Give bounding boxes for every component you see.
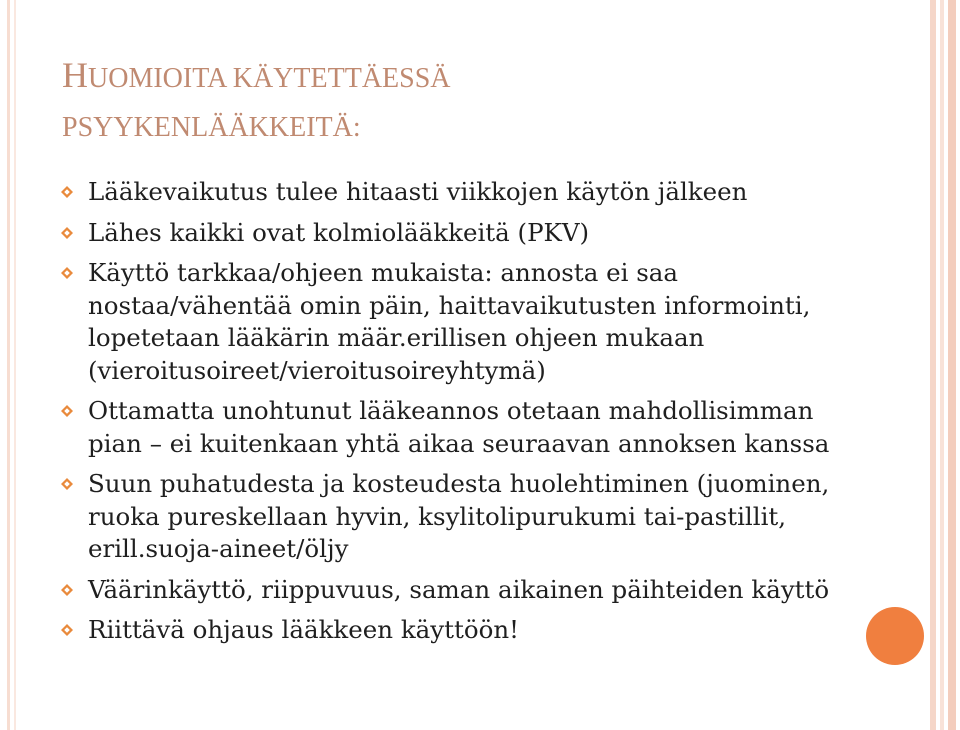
- bullet-list: [60, 176, 850, 655]
- title-initial: H: [62, 55, 88, 95]
- bullet-text: Ottamatta unohtunut lääkeannos otetaan mahdollisimman pian – ei kuitenkaan yhtä aikaa seuraavan annoksen kanssa: [88, 396, 830, 458]
- decorative-orange-circle: [866, 607, 924, 665]
- left-stripe-inner: [14, 0, 16, 730]
- right-stripe-3: [948, 0, 956, 730]
- bullet-text: Suun puhatudesta ja kosteudesta huolehtiminen (juominen, ruoka pureskellaan hyvin, ksylitolipurukumi tai-pastillit, erill.suoja-aineet/öljy: [88, 469, 830, 563]
- title-line2: PSYYKENLÄÄKKEITÄ:: [62, 112, 361, 143]
- slide-title: [62, 52, 822, 151]
- hollow-orange-bullet-icon: [60, 583, 74, 597]
- bullet-text: Käyttö tarkkaa/ohjeen mukaista: annosta ei saa nostaa/vähentää omin päin, haittavaikutusten informointi, lopetetaan lääkärin määr.erillisen ohjeen mukaan (vieroitusoireet/vieroitusoireyhtymä): [88, 258, 811, 385]
- bullet-text: Riittävä ohjaus lääkkeen käyttöön!: [88, 615, 519, 644]
- bullet-text: Väärinkäyttö, riippuvuus, saman aikainen päihteiden käyttö: [88, 574, 830, 604]
- bullet-text: Lähes kaikki ovat kolmiolääkkeitä (PKV): [88, 217, 590, 247]
- bullet-item: [60, 257, 850, 387]
- hollow-orange-bullet-icon: [60, 266, 74, 280]
- title-line1-rest: UOMIOITA KÄYTETTÄESSÄ: [88, 63, 451, 94]
- hollow-orange-bullet-icon: [60, 185, 74, 199]
- hollow-orange-bullet-icon: [60, 623, 74, 637]
- hollow-orange-bullet-icon: [60, 226, 74, 240]
- bullet-item: [60, 176, 850, 209]
- left-stripe-outer: [7, 0, 10, 730]
- bullet-item: [60, 614, 850, 647]
- bullet-text: Lääkevaikutus tulee hitaasti viikkojen käytön jälkeen: [88, 177, 748, 206]
- bullet-item: [60, 395, 850, 460]
- bullet-item: [60, 574, 850, 607]
- bullet-item: [60, 468, 850, 566]
- hollow-orange-bullet-icon: [60, 477, 74, 491]
- hollow-orange-bullet-icon: [60, 404, 74, 418]
- bullet-item: [60, 217, 850, 250]
- right-stripe-2: [940, 0, 944, 730]
- right-stripe-1: [930, 0, 936, 730]
